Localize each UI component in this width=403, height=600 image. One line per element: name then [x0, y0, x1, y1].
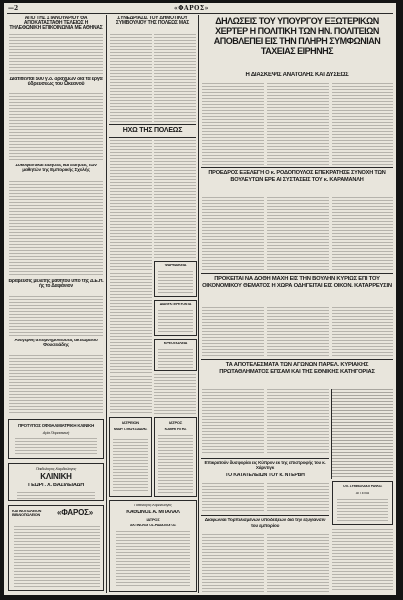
ad-body — [15, 438, 97, 456]
ad-body — [14, 526, 100, 588]
section-rule — [201, 273, 393, 274]
ad-name: ΜΑΙΡ. Ι. ΜΩΥΣΙΑΔΗΣ — [113, 428, 148, 431]
ad-title: ΠΡΟΤΥΠΟΣ ΟΦΘΑΛΜΙΑΤΡΙΚΗ ΚΛΙΝΙΚΗ — [17, 424, 95, 428]
masthead-rule — [7, 13, 393, 14]
article-body — [267, 197, 329, 271]
box-body — [158, 349, 193, 369]
ad-subtitle: Αγία Παρασκευή — [42, 431, 70, 435]
column-divider — [331, 389, 332, 479]
ad-desc: ΑΚΤΙΝΟΛΟΓΟΣ-ΡΑΔΙΟΛΟΓΟΣ — [130, 524, 176, 527]
section-rule — [201, 458, 329, 459]
ad-body — [17, 492, 95, 499]
headline-monument: Ανεγέρθη απομνημονεύσας ακτιωρείου Φουσειάδης — [14, 339, 98, 348]
ad-name: ΚΑΘΩΝΟΣ Α. ΜΠΑΛΑΛ — [126, 510, 180, 515]
section-rule — [109, 137, 196, 138]
article-body — [202, 197, 264, 271]
ad-title: ΙΑΤΡΕΙΟΝ — [122, 421, 139, 425]
article-body — [332, 307, 393, 357]
page-number: —2 — [8, 5, 19, 12]
article-body — [202, 307, 264, 357]
article-body — [9, 34, 103, 74]
ad-top: Παθολόγος-Καρδιολόγος — [134, 504, 172, 507]
ad-name: ΚΑΘΗΓΗΤΗΣ — [164, 428, 187, 431]
article-body — [202, 483, 264, 511]
box-title: ΔΙΑΝΥΚΤΕΡΕΥΟΝΤΑ — [159, 303, 192, 306]
box-body — [158, 271, 193, 295]
headline-award: Βράβευσις μελέτης μαθητού υπό της Δ.Ε.Η. ής το Δαφάνιον — [8, 279, 104, 289]
section-rule — [109, 124, 196, 125]
results-table — [332, 389, 393, 477]
ad-name: ΓΕΩΡΓ. Χ. ΒΑΣΙΛΕΙΑΔΗ — [28, 483, 84, 488]
section-rule — [201, 167, 393, 168]
article-body — [202, 534, 264, 592]
ad-vasileiadi-clinic — [8, 463, 104, 501]
headline-football-results: ΤΑ ΑΠΟΤΕΛΕΣΜΑΤΑ ΤΩΝ ΑΓΩΝΩΝ ΠΑΡΕΛ. ΚΥΡΙΑΚΗΣ ΠΡΩΤΑΘΛΗΜΑΤΟΣ ΕΠΣΑΜ ΚΑΙ ΤΗΣ ΕΘΝΙΚΗΣ ΚΑΤΗΓΟΡΙΑΣ — [219, 362, 375, 375]
ad-sub: ΙΑΤΡΟΣ — [146, 518, 160, 522]
article-body — [9, 93, 103, 161]
headline-trade: Διαφωνίαι Τορπιλισμένων υποδείξεων διά την εξυγίανσιν του εμπορίου — [204, 518, 326, 529]
article-body — [110, 34, 152, 122]
article-body — [332, 197, 393, 271]
box-night-pharmacies — [154, 300, 197, 336]
ad-eye-clinic — [8, 419, 104, 459]
section-rule — [201, 515, 329, 516]
ad-iatreion — [109, 417, 152, 497]
box-notary — [332, 481, 393, 525]
box-body — [337, 499, 388, 522]
ad-body — [158, 435, 193, 493]
column-divider — [198, 15, 199, 593]
article-body — [110, 273, 152, 373]
article-body — [332, 83, 393, 165]
ad-title: «ΦΑΡΟΣ» — [57, 509, 93, 517]
article-body — [202, 83, 264, 165]
section-title-city-echo: ΗΧΩ ΤΗΣ ΠΟΛΕΩΣ — [122, 127, 183, 134]
article-body — [110, 140, 152, 270]
article-body — [9, 355, 103, 415]
ad-title: ΚΛΙΝΙΚΗ — [40, 473, 72, 481]
article-body — [154, 34, 196, 122]
masthead-title: «ΦΑΡΟΣ» — [174, 5, 209, 12]
headline-dervi: ΤΟ ΚΑΤΑΤΕΛΕΙΩΝ ΤΟΥ κ. ΝΤΕΡΒΗ — [225, 473, 305, 478]
article-body — [202, 389, 264, 455]
headline-cyprus: Επικρατούν δυσφορίαι εις Κύπρον εκ της επιστροφής του κ. Χάρντιγκ — [204, 460, 326, 471]
article-body — [267, 389, 329, 455]
headline-water-works: Διατίθενται 500 γ.δ. δραχμών διά τα έργα ύδρευσεως του Ωκεανού — [9, 77, 103, 88]
article-body — [9, 296, 103, 336]
article-body — [110, 376, 152, 414]
ad-body — [116, 531, 190, 587]
box-butchers — [154, 339, 197, 371]
ad-title: ΙΑΤΡΟΣ — [168, 421, 183, 425]
ad-faros-bookshop — [8, 505, 104, 591]
box-title: ΚΡΕΟΠΩΛΕΙΑ — [163, 342, 188, 345]
newspaper-page — [4, 3, 396, 595]
headline-council: ΣΥΝΕΔΡΙΑΣΙΣ ΤΟΥ ΔΗΜΟΤΙΚΟΥ ΣΥΜΒΟΥΛΙΟΥ ΤΗΣ ΠΟΛΕΩΣ ΜΑΣ — [115, 16, 190, 26]
column-divider — [106, 15, 107, 593]
article-body — [267, 307, 329, 357]
headline-parliament: ΠΡΟΚΕΙΤΑΙ ΝΑ ΔΟΘΗ ΜΑΧΗ ΕΙΣ ΤΗΝ ΒΟΥΛΗΝ ΚΥΡΙΩΣ ΕΠΙ ΤΟΥ ΟΙΚΟΝΟΜΙΚΟΥ ΘΕΜΑΤΟΣ Η ΧΩΡΑ ΟΔΗΓΕΙΤΑΙ ΕΙΣ ΟΙΚΟΝ. ΚΑΤΑΡΡΕΥΣΙΝ — [202, 276, 392, 289]
headline-students: Συκοφαντικαί ειδήσεις και ειδήσεις των μαθητών της Εμπορικής Σχολής — [15, 164, 97, 173]
ad-left-label: ΚΑΠΝΟΠΩΛΕΙΟΝ ΒΙΒΛΙΟΠΩΛΕΙΟΝ — [12, 510, 42, 517]
headline-herter: ΔΗΛΩΣΕΙΣ ΤΟΥ ΥΠΟΥΡΓΟΥ ΕΞΩΤΕΡΙΚΩΝ ΧΕΡΤΕΡ Η ΠΟΛΙΤΙΚΗ ΤΩΝ ΗΝ. ΠΟΛΙΤΕΙΩΝ ΑΠΟΒΛΕΠΕΙ ΕΙΣ ΤΗΝ ΠΛΗΡΗ ΣΥΜΦΩΝΙΑΝ ΤΑΧΕΙΑΣ ΕΙΡΗΝΗΣ — [213, 16, 381, 57]
box-title: ΦΑΡΜΑΚΕΙΑ — [164, 264, 187, 267]
box-sub: ΑΓΓΕΛΙΑ — [355, 492, 370, 495]
article-body — [154, 140, 196, 258]
ad-iatros — [154, 417, 197, 497]
box-body — [158, 310, 193, 334]
headline-rodopoulos: ΠΡΟΕΔΡΟΣ ΕΞΕΛΕΓΗ Ο κ. ΡΟΔΟΠΟΥΛΟΣ ΕΠΕΚΡΑΤΗΣΕ ΣΥΝΟΧΗ ΤΩΝ ΒΟΥΛΕΥΤΩΝ ΕΡΕ ΑΙ ΣΥΣΤΑΣΕΙΣ ΤΟΥ κ. ΚΑΡΑΜΑΝΛΗ — [208, 170, 386, 183]
article-body — [267, 534, 329, 592]
article-body — [267, 83, 329, 165]
article-body — [267, 483, 329, 511]
headline-telephone: ΑΠΟ ΤΗΣ 1 ΙΑΝΟΥΑΡΙΟΥ ΘΑ ΑΠΟΚΑΤΑΣΤΑΘΗ ΤΕΛΕΙΩΣ Η ΤΗΛΕΦΩΝΙΚΗ ΕΠΙΚΟΙΝΩΝΙΑ ΜΕ ΑΘΗΝΑΣ — [9, 16, 103, 31]
box-title: Ο κ. ΣΥΜΒΟΛΑΙΟΓΡΑΦΟΣ — [343, 485, 382, 488]
ad-radiologist — [109, 500, 197, 592]
subheadline-conference: Η ΔΙΑΣΚΕΨΙΣ ΑΝΑΤΟΛΗΣ ΚΑΙ ΔΥΣΕΩΣ — [245, 72, 349, 78]
article-body — [332, 529, 393, 592]
box-pharmacies — [154, 261, 197, 297]
article-body — [154, 374, 196, 414]
section-rule — [201, 359, 393, 360]
ad-top: Παιδολογος-Καρδιολογος — [35, 467, 77, 471]
article-body — [9, 181, 103, 276]
ad-body — [113, 439, 148, 493]
